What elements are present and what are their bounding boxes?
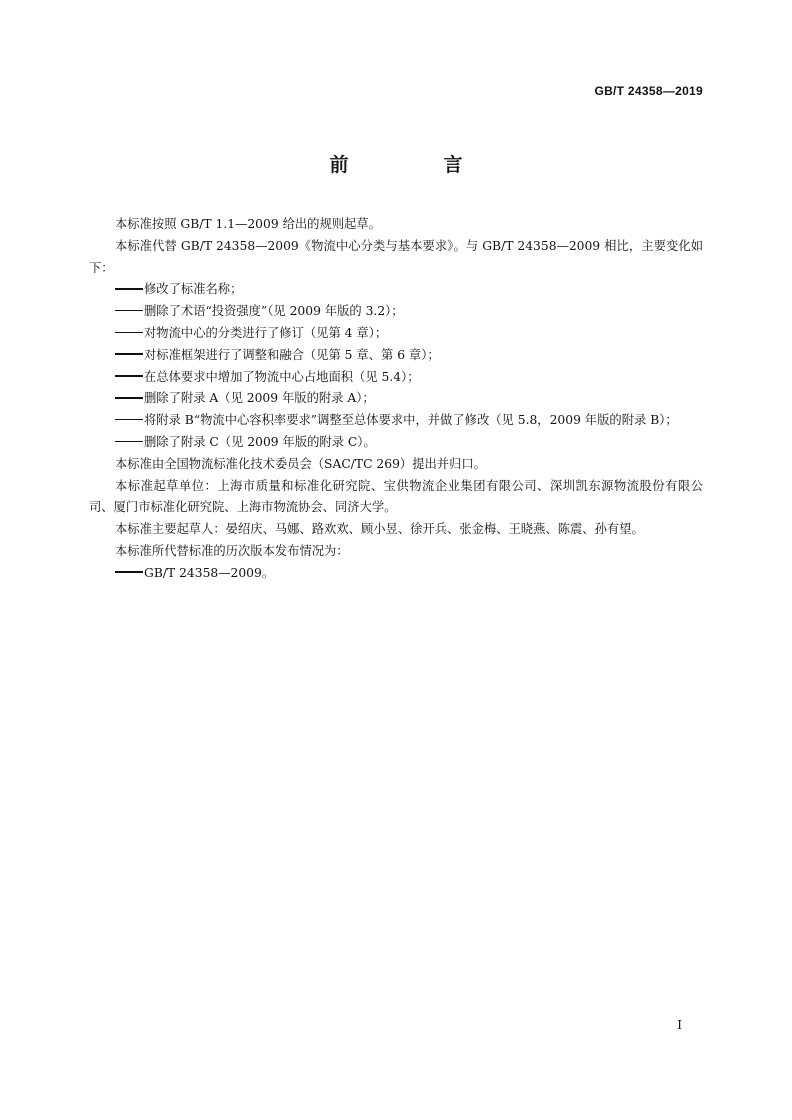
em-dash-mark — [115, 397, 143, 399]
paragraph-replacement: 本标准代替 GB/T 24358—2009《物流中心分类与基本要求》。与 GB/T 24358—2009 相比，主要变化如下： — [89, 238, 703, 275]
paragraph-drafters: 本标准主要起草人：晏绍庆、马娜、路欢欢、顾小昱、徐开兵、张金梅、王晓燕、陈震、孙有望。 — [115, 522, 644, 537]
foreword-body — [89, 214, 703, 585]
change-item-text: 删除了术语“投资强度”（见 2009 年版的 3.2）； — [144, 304, 404, 319]
change-item — [89, 323, 703, 345]
change-item-text: 删除了附录 A（见 2009 年版的附录 A）； — [144, 391, 375, 406]
standard-code: GB/T 24358—2019 — [594, 84, 703, 98]
change-item — [89, 367, 703, 389]
change-item-text: 将附录 B“物流中心容积率要求”调整至总体要求中，并做了修改（见 5.8，2009 年版的附录 B）； — [144, 413, 678, 428]
paragraph-proposer: 本标准由全国物流标准化技术委员会（SAC/TC 269）提出并归口。 — [115, 456, 486, 471]
change-item-text: 删除了附录 C（见 2009 年版的附录 C）。 — [144, 434, 376, 449]
change-item — [89, 432, 703, 454]
em-dash-mark — [115, 441, 143, 443]
page-number: I — [677, 1018, 682, 1032]
paragraph-history-intro: 本标准所代替标准的历次版本发布情况为： — [115, 543, 349, 558]
em-dash-mark — [115, 332, 143, 334]
change-item-text: 在总体要求中增加了物流中心占地面积（见 5.4）； — [144, 369, 420, 384]
change-item-text: 对标准框架进行了调整和融合（见第 5 章、第 6 章）； — [144, 347, 440, 362]
em-dash-mark — [115, 353, 143, 355]
paragraph-drafting-rules: 本标准按照 GB/T 1.1—2009 给出的规则起草。 — [115, 217, 381, 231]
history-item — [89, 563, 703, 585]
change-item-text: 修改了标准名称； — [144, 282, 243, 297]
history-item-text: GB/T 24358—2009。 — [144, 565, 275, 580]
paragraph-drafting-units: 本标准起草单位：上海市质量和标准化研究院、宝供物流企业集团有限公司、深圳凯东源物流股份有限公司、厦门市标准化研究院、上海市物流协会、同济大学。 — [89, 478, 703, 515]
em-dash-mark — [115, 571, 143, 573]
change-item — [89, 345, 703, 367]
em-dash-mark — [115, 375, 143, 377]
change-item — [89, 410, 703, 432]
change-item-text: 对物流中心的分类进行了修订（见第 4 章）； — [144, 325, 388, 340]
change-item — [89, 388, 703, 410]
em-dash-mark — [115, 288, 143, 290]
change-item — [89, 301, 703, 323]
em-dash-mark — [115, 419, 143, 421]
change-item — [89, 279, 703, 301]
page-title: 前 言 — [329, 154, 501, 176]
em-dash-mark — [115, 310, 143, 312]
